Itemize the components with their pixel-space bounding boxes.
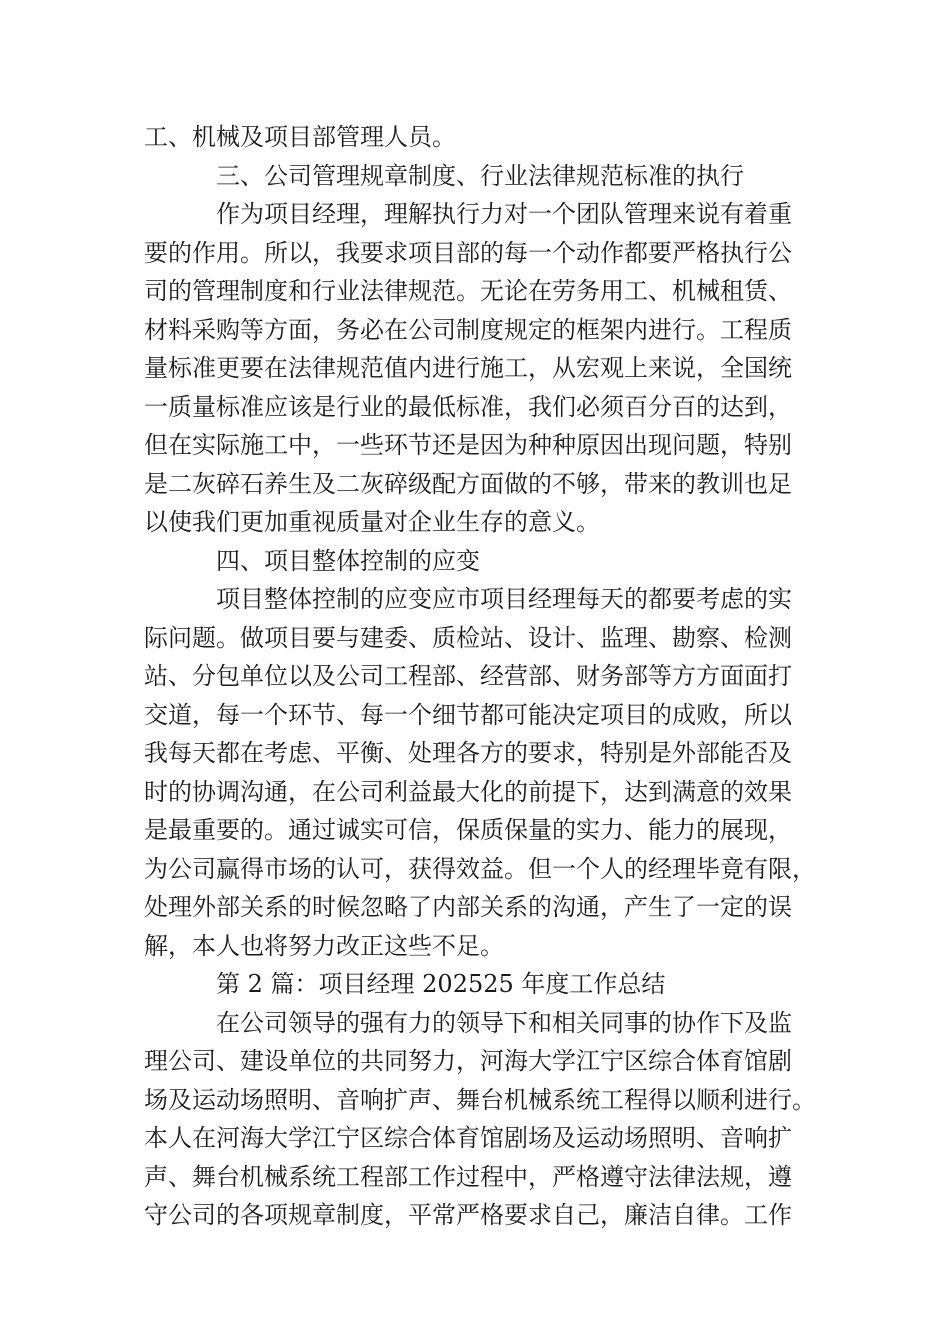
text-line: 三、公司管理规章制度、行业法律规范标准的执行 <box>216 161 744 190</box>
text-line: 场及运动场照明、音响扩声、舞台机械系统工程得以顺利进行。 <box>144 1085 816 1114</box>
text-line: 为公司赢得市场的认可，获得效益。但一个人的经理毕竟有限， <box>144 854 816 883</box>
text-line: 项目整体控制的应变应市项目经理每天的都要考虑的实 <box>216 585 792 613</box>
text-line: 在公司领导的强有力的领导下和相关同事的协作下及监 <box>216 1008 792 1037</box>
text-line: 一质量标准应该是行业的最低标准，我们必须百分百的达到， <box>144 392 792 421</box>
text-line: 声、舞台机械系统工程部工作过程中，严格遵守法律法规，遵 <box>144 1162 792 1191</box>
text-line: 本人在河海大学江宁区综合体育馆剧场及运动场照明、音响扩 <box>144 1124 792 1152</box>
text-line: 司的管理制度和行业法律规范。无论在劳务用工、机械租赁、 <box>144 277 792 305</box>
text-line: 要的作用。所以，我要求项目部的每一个动作都要严格执行公 <box>144 238 792 267</box>
text-line: 但在实际施工中，一些环节还是因为种种原因出现问题，特别 <box>144 431 792 459</box>
text-line: 是二灰碎石养生及二灰碎级配方面做的不够，带来的教训也足 <box>144 469 792 498</box>
text-line: 守公司的各项规章制度，平常严格要求自己，廉洁自律。工作 <box>144 1201 792 1229</box>
text-line: 以使我们更加重视质量对企业生存的意义。 <box>144 508 600 536</box>
text-line: 交道，每一个环节、每一个细节都可能决定项目的成败，所以 <box>144 700 792 729</box>
text-line: 材料采购等方面，务必在公司制度规定的框架内进行。工程质 <box>144 315 792 344</box>
text-line: 理公司、建设单位的共同努力，河海大学江宁区综合体育馆剧 <box>144 1047 792 1075</box>
text-line: 量标准更要在法律规范值内进行施工，从宏观上来说，全国统 <box>144 354 792 382</box>
text-line: 际问题。做项目要与建委、质检站、设计、监理、勘察、检测 <box>144 623 792 652</box>
document-body <box>144 118 824 1235</box>
text-line: 是最重要的。通过诚实可信，保质保量的实力、能力的展现， <box>144 816 792 844</box>
text-line: 第 2 篇：项目经理 202525 年度工作总结 <box>216 970 666 998</box>
text-line: 时的协调沟通，在公司利益最大化的前提下，达到满意的效果 <box>144 777 792 806</box>
text-line: 作为项目经理，理解执行力对一个团队管理来说有着重 <box>216 200 792 228</box>
text-line: 解，本人也将努力改正这些不足。 <box>144 931 504 960</box>
text-line: 站、分包单位以及公司工程部、经营部、财务部等方方面面打 <box>144 662 792 690</box>
text-line: 处理外部关系的时候忽略了内部关系的沟通，产生了一定的误 <box>144 893 792 921</box>
text-line: 工、机械及项目部管理人员。 <box>144 123 456 151</box>
text-line: 我每天都在考虑、平衡、处理各方的要求，特别是外部能否及 <box>144 739 792 767</box>
text-line: 四、项目整体控制的应变 <box>216 546 480 575</box>
